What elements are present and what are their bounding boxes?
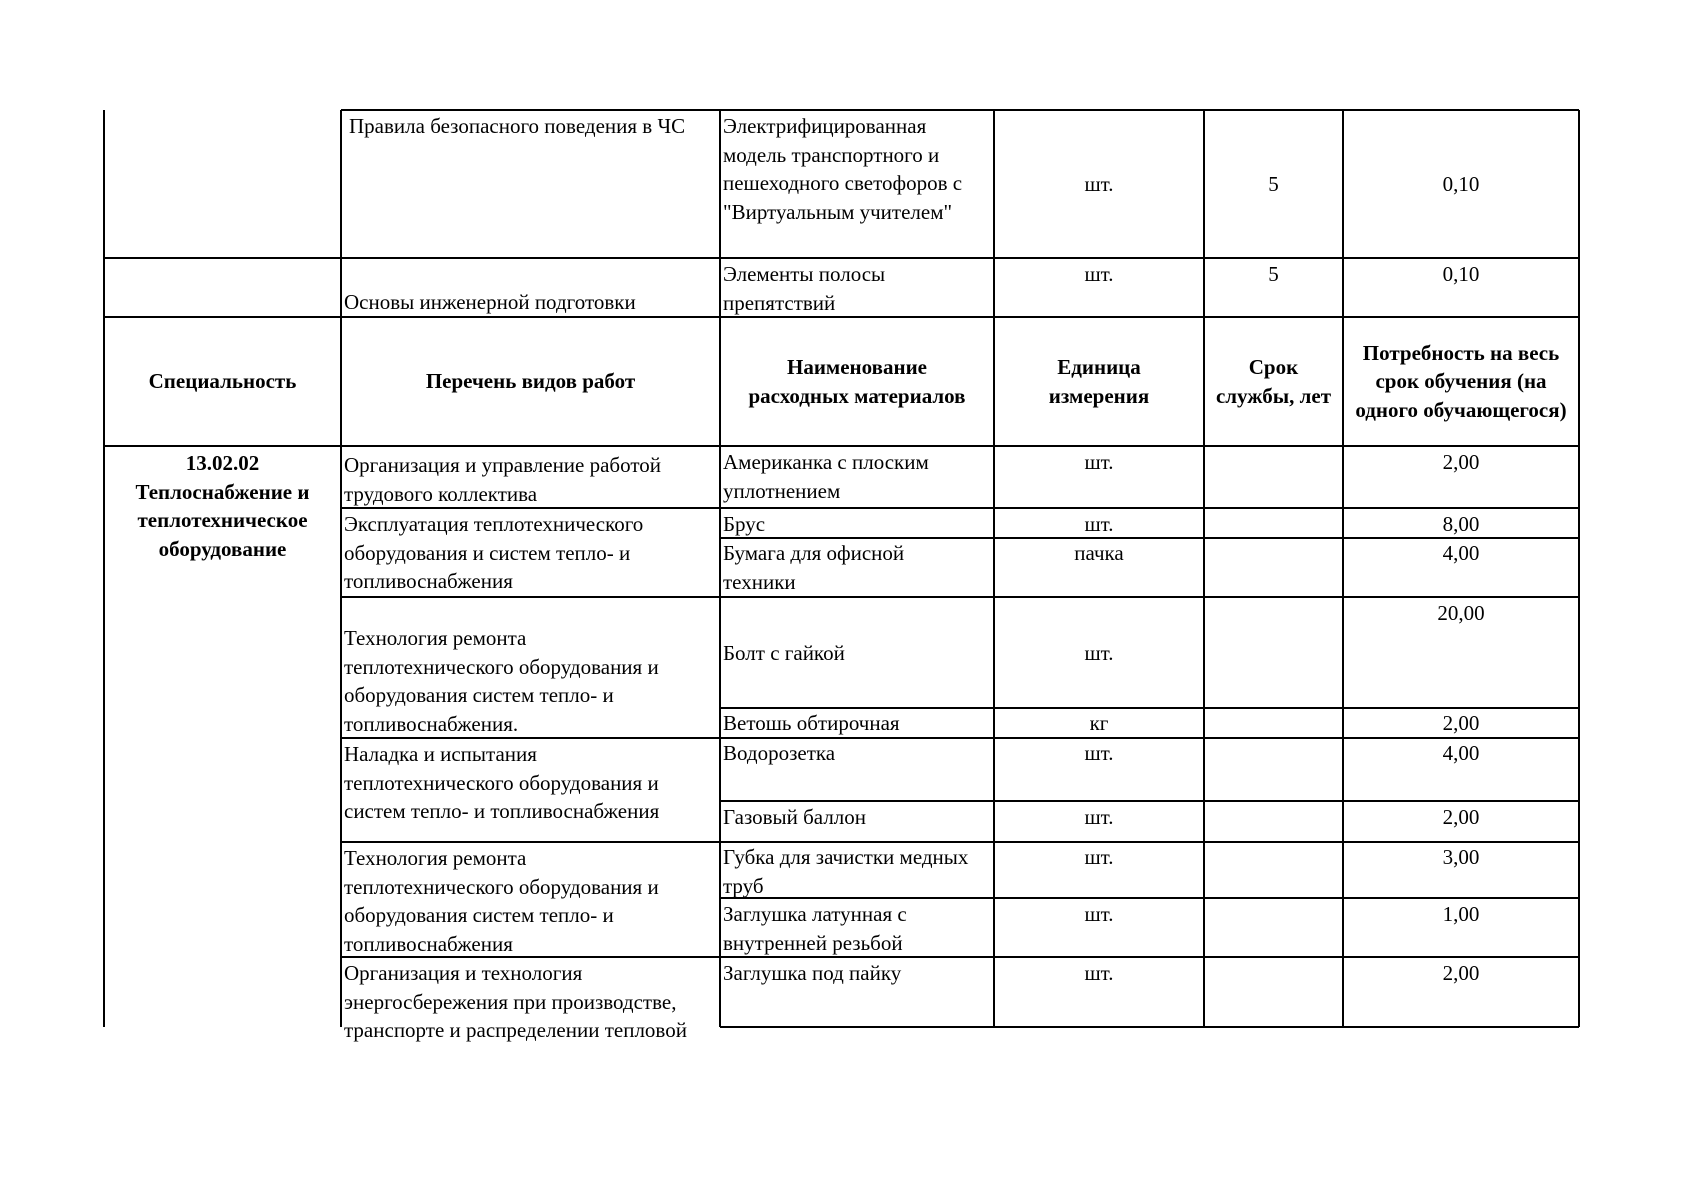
header-text: Потребность на весь (1362, 340, 1560, 365)
cell-text: Элементы полосы (723, 262, 886, 286)
cell-text: Заглушка латунная с (723, 902, 907, 926)
cell-text: Губка для зачистки медных (723, 845, 969, 869)
unit-cell (994, 260, 1204, 289)
cell-text: техники (723, 569, 796, 594)
cell-text: "Виртуальным учителем" (723, 199, 953, 224)
cell-text: трудового коллектива (344, 481, 538, 506)
need-cell (1343, 448, 1579, 477)
header-text: одного обучающегося) (1355, 397, 1567, 422)
cell-text: 20,00 (1437, 601, 1485, 625)
cell-text: шт. (1084, 961, 1114, 985)
work-cell (349, 112, 719, 141)
cell-text: 2,00 (1442, 805, 1480, 829)
header-materials (720, 317, 994, 446)
cell-text: Брус (723, 512, 766, 536)
header-life (1204, 317, 1343, 446)
header-works (341, 317, 720, 446)
cell-text: теплотехнического оборудования и (344, 770, 659, 795)
work-cell (344, 959, 719, 1042)
unit-cell (994, 803, 1204, 832)
need-cell (1343, 170, 1579, 199)
material-cell (723, 112, 993, 226)
cell-text: Организация и управление работой (344, 453, 661, 477)
unit-cell (994, 639, 1204, 668)
cell-text: теплотехническое (137, 508, 308, 532)
unit-cell (994, 900, 1204, 929)
cell-text: шт. (1084, 172, 1114, 196)
cell-text: Теплоснабжение и (135, 479, 310, 504)
cell-text: шт. (1084, 262, 1114, 286)
material-cell (723, 260, 993, 317)
material-cell (723, 709, 993, 738)
cell-text: Эксплуатация теплотехнического (344, 512, 644, 536)
cell-text: препятствий (723, 290, 836, 315)
material-cell (723, 510, 993, 539)
cell-text: топливоснабжения (344, 931, 513, 956)
unit-cell (994, 739, 1204, 768)
header-text: Перечень видов работ (425, 369, 636, 394)
cell-text: транспорте и распределении тепловой (344, 1018, 687, 1042)
cell-text: труб (723, 873, 764, 898)
cell-text: 2,00 (1442, 450, 1480, 474)
cell-text: шт. (1084, 805, 1114, 829)
unit-cell (994, 709, 1204, 738)
cell-text: 0,10 (1442, 262, 1480, 286)
cell-text: 4,00 (1442, 741, 1480, 765)
cell-text: Правила безопасного поведения в ЧС (349, 114, 686, 138)
cell-text: топливоснабжения. (344, 711, 519, 736)
cell-text: шт. (1084, 902, 1114, 926)
header-text: Единица (1057, 355, 1141, 379)
cell-text: Американка с плоским (723, 450, 929, 474)
need-cell (1343, 599, 1579, 628)
cell-text: систем тепло- и топливоснабжения (344, 799, 660, 823)
cell-text: шт. (1084, 641, 1114, 665)
need-cell (1343, 843, 1579, 872)
cell-text: Заглушка под пайку (723, 961, 902, 985)
cell-text: 5 (1268, 172, 1279, 196)
header-text: службы, лет (1215, 383, 1332, 408)
cell-text: пачка (1074, 541, 1124, 565)
cell-text: 5 (1268, 262, 1279, 286)
cell-text: топливоснабжения (344, 569, 513, 593)
cell-text: Основы инженерной подготовки (344, 290, 636, 314)
material-cell (723, 448, 993, 505)
cell-text: 3,00 (1442, 845, 1480, 869)
cell-text: Организация и технология (344, 961, 583, 985)
cell-text: 1,00 (1442, 902, 1480, 926)
material-cell (723, 639, 993, 668)
header-text: Наименование (787, 355, 927, 379)
need-cell (1343, 959, 1579, 988)
unit-cell (994, 959, 1204, 988)
cell-text: энергосбережения при производстве, (344, 989, 677, 1014)
cell-text: Водорозетка (723, 741, 836, 765)
cell-text: уплотнением (723, 478, 841, 503)
need-cell (1343, 900, 1579, 929)
header-text: Срок (1248, 355, 1299, 379)
work-cell (344, 624, 719, 738)
cell-text: оборудования систем тепло- и (344, 683, 614, 707)
cell-text: 2,00 (1442, 711, 1480, 735)
material-cell (723, 843, 993, 900)
cell-text: 4,00 (1442, 541, 1480, 565)
header-text: расходных материалов (748, 383, 966, 408)
material-cell (723, 539, 993, 596)
cell-text: кг (1089, 711, 1109, 735)
unit-cell (994, 510, 1204, 539)
header-specialty (104, 317, 341, 446)
cell-text: Ветошь обтирочная (723, 711, 900, 735)
cell-text: Бумага для офисной (723, 541, 905, 565)
need-cell (1343, 709, 1579, 738)
header-text: срок обучения (на (1375, 369, 1547, 394)
cell-text: 0,10 (1442, 172, 1480, 196)
cell-text: теплотехнического оборудования и (344, 874, 659, 899)
header-text: измерения (1048, 383, 1150, 408)
need-cell (1343, 510, 1579, 539)
unit-cell (994, 448, 1204, 477)
header-unit (994, 317, 1204, 446)
cell-text: 2,00 (1442, 961, 1480, 985)
work-cell (344, 288, 719, 317)
cell-text: оборудование (158, 536, 287, 561)
material-cell (723, 959, 993, 988)
cell-text: шт. (1084, 845, 1114, 869)
work-cell (344, 451, 719, 508)
material-cell (723, 739, 993, 768)
material-cell (723, 803, 993, 832)
cell-text: Электрифицированная (723, 114, 927, 138)
cell-text: Технология ремонта (344, 626, 527, 650)
need-cell (1343, 539, 1579, 568)
work-cell (344, 740, 719, 826)
cell-text: шт. (1084, 450, 1114, 474)
need-cell (1343, 260, 1579, 289)
cell-text: пешеходного светофоров с (723, 171, 963, 195)
cell-text: оборудования систем тепло- и (344, 903, 614, 927)
work-cell (344, 844, 719, 958)
cell-text: теплотехнического оборудования и (344, 654, 659, 679)
header-text: Специальность (148, 369, 297, 394)
cell-text: шт. (1084, 512, 1114, 536)
cell-text: Газовый баллон (723, 805, 867, 829)
cell-text: Наладка и испытания (344, 742, 537, 766)
cell-text: внутренней резьбой (723, 930, 903, 955)
life-cell (1204, 170, 1343, 199)
cell-text: 13.02.02 (185, 451, 260, 475)
unit-cell (994, 539, 1204, 568)
cell-text: 8,00 (1442, 512, 1480, 536)
unit-cell (994, 843, 1204, 872)
cell-text: Технология ремонта (344, 846, 527, 870)
cell-text: Болт с гайкой (723, 641, 845, 665)
header-need (1343, 317, 1579, 446)
cell-text: модель транспортного и (723, 142, 940, 167)
specialty-cell (104, 449, 341, 563)
work-cell (344, 510, 719, 596)
cell-text: оборудования и систем тепло- и (344, 540, 631, 565)
material-cell (723, 900, 993, 957)
life-cell (1204, 260, 1343, 289)
unit-cell (994, 170, 1204, 199)
need-cell (1343, 803, 1579, 832)
need-cell (1343, 739, 1579, 768)
cell-text: шт. (1084, 741, 1114, 765)
